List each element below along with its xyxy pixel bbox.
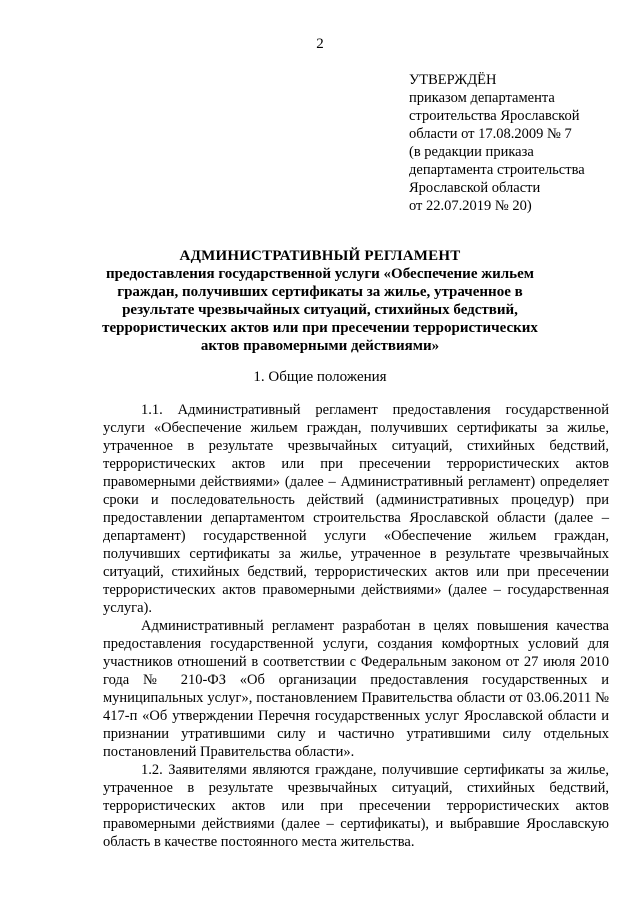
approval-line: от 22.07.2019 № 20) <box>409 198 532 214</box>
approval-line: департамента строительства <box>409 162 585 178</box>
paragraph: 1.1. Административный регламент предоставления государственной услуги «Обеспечение жильем граждан, получивших сертификаты за жилье, утраченное в результате чрезвычайных ситуаций, стихийных бедствий, террористических актов или при пресечении террористических актов правомерными действиями» (далее – Административный регламент) определяет сроки и последовательность действий (административных процедур) при предоставлении департаментом строительства Ярославской области (далее – департамент) государственной услуги «Обеспечение жильем граждан, получивших сертификаты за жилье, утраченное в результате чрезвычайных ситуаций, стихийных бедствий, террористических актов или при пресечении террористических актов правомерными действиями» (далее – государственная услуга). <box>103 402 609 616</box>
paragraph: 1.2. Заявителями являются граждане, получившие сертификаты за жилье, утраченное в результате чрезвычайных ситуаций, стихийных бедствий, террористических актов или при пресечении террористических актов правомерными действиями (далее – сертификаты), и выбравшие Ярославскую область в качестве постоянного места жительства. <box>103 762 609 850</box>
approval-line: строительства Ярославской <box>409 108 580 124</box>
approval-title: УТВЕРЖДЁН <box>409 72 497 88</box>
section-heading: 1. Общие положения <box>253 369 387 385</box>
paragraph: Административный регламент разработан в целях повышения качества предоставления государственной услуги, создания комфортных условий для участников отношений в соответствии с Федеральным законом от 27 июля 2010 года № 210-ФЗ «Об организации предоставления государственных и муниципальных услуг», постановлением Правительства области от 03.06.2011 № 417-п «Об утверждении Перечня государственных услуг Ярославской области и признании утратившими силу и частично утратившими силу отдельных постановлений Правительства области». <box>103 618 609 760</box>
approval-line: (в редакции приказа <box>409 144 534 160</box>
body-text <box>103 401 609 851</box>
document-title <box>100 247 540 355</box>
approval-line: Ярославской области <box>409 180 541 196</box>
approval-line: области от 17.08.2009 № 7 <box>409 126 572 142</box>
page-number: 2 <box>316 36 324 52</box>
approval-stamp <box>409 71 585 215</box>
title-main: АДМИНИСТРАТИВНЫЙ РЕГЛАМЕНТ <box>179 248 461 264</box>
approval-line: приказом департамента <box>409 90 555 106</box>
title-subtitle: предоставления государственной услуги «Обеспечение жильем граждан, получивших сертификаты за жилье, утраченное в результате чрезвычайных ситуаций, стихийных бедствий, террористических актов или при пресечении террористических актов правомерными действиями» <box>102 266 538 354</box>
